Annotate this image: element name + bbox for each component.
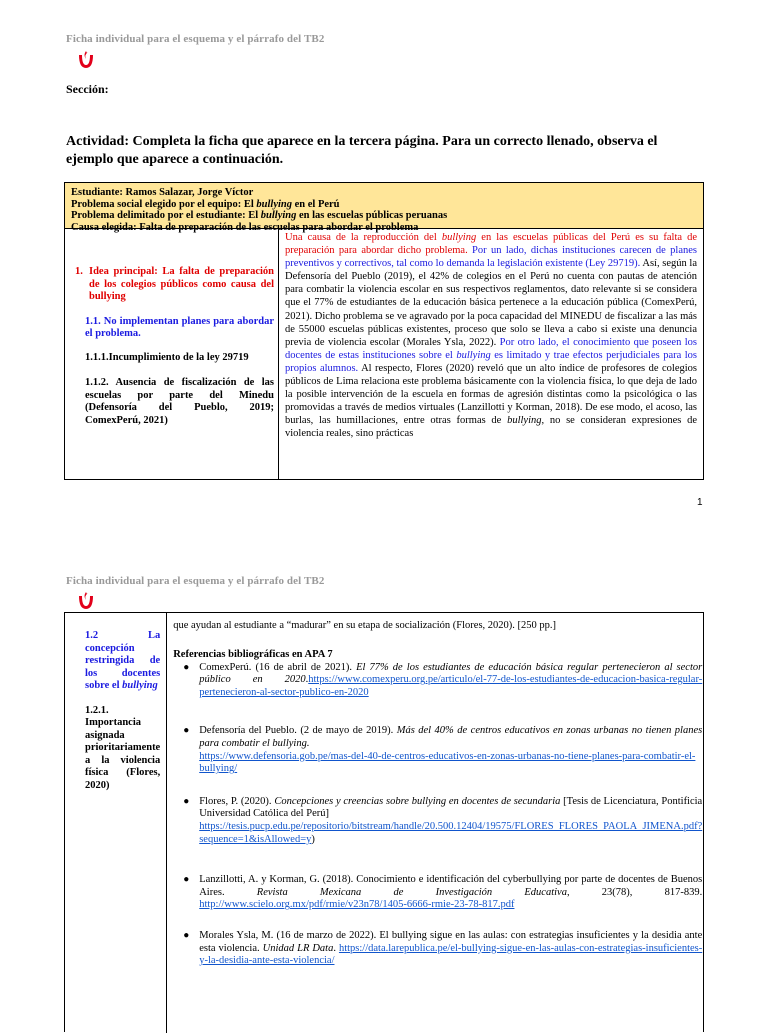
bullet-icon: ● — [183, 661, 190, 673]
reference-text: ) — [311, 833, 315, 845]
reference-link[interactable]: http://www.scielo.org.mx/pdf/rmie/v23n78/1405-6666-rmie-23-78-817.pdf — [199, 899, 515, 911]
references-heading: Referencias bibliográficas en APA 7 — [173, 649, 333, 661]
outline-1-1-1: 1.1.1.Incumplimiento de la ley 29719 — [85, 351, 249, 363]
page-number: 1 — [697, 497, 703, 508]
bullet-icon: ● — [183, 725, 190, 737]
reference-title: El 77% de los estudiantes de educación básica regular pertenecieron al sector público en 2020 — [199, 661, 703, 686]
paragraph-column: Una causa de la reproducción del bullying en las escuelas públicas del Perú es su falta de preparación para abordar dicho problema. Por un lado, dichas instituciones carecen de planes preventivos y correctivos, tal como lo demanda la legislación existente (Ley 29719). Así, según la Defensoría del Pueblo (2019), el 42% de colegios en el Perú no cuenta con pautas de atención para combatir la violencia escolar en sus respectivos reglamentos, dato relevante si se considera que el 77% de estudiantes de la educación básica pertenece a la educación pública (ComexPerú, 2021). Dicho problema se ve agravado por la poca capacidad del MINEDU de fiscalizar a las más de 55000 escuelas públicas existentes, proceso que solo se lleva a cabo si existe una denuncia previa de violencia escolar (Morales Ysla, 2022). Por otro lado, el conocimiento que poseen los docentes de estas instituciones sobre el bullying es limitado y trae efectos perjudiciales para los propios alumnos. Al respecto, Flores (2020) reveló que un alto índice de profesores de colegios públicos de Lima relaciona este problema básicamente con la violencia física, lo que deja de lado la posible intervención de la escuela en formas de agresión distintas como la psicológica o las promovidas a través de medios virtuales (Lanzillotti y Korman, 2018). De ese modo, el acoso, las burlas, las humillaciones, entre otras formas de bullying, no se consideran expresiones de violencia reales, sino prácticas — [285, 232, 697, 440]
problema-social: Problema social elegido por el equipo: El bullying en el Perú — [71, 198, 340, 210]
reference-item — [173, 662, 702, 700]
bullet-icon: ● — [183, 795, 190, 807]
reference-link[interactable]: https://data.larepublica.pe/el-bullying-sigue-en-las-aulas-con-estrategias-insuficientes-y-la-desidia-ante-esta-violencia/ — [199, 942, 703, 967]
idea-principal: 1. Idea principal: La falta de preparación de los colegios públicos como causa del bullying — [75, 266, 274, 302]
seccion-label: Sección: — [66, 82, 109, 96]
paragraph-continuation: que ayudan al estudiante a “madurar” en su etapa de socialización (Flores, 2020). [250 pp.] — [173, 620, 557, 631]
bullet-icon: ● — [183, 874, 190, 886]
reference-text: . — [333, 942, 339, 954]
ficha-table — [64, 182, 704, 480]
reference-text: Morales Ysla, M. (16 de marzo de 2022). El bullying sigue en las aulas: con estrategias insuficientes y la desidia ante esta violencia. — [199, 930, 703, 954]
page-2 — [0, 560, 768, 1024]
bullet-icon: ● — [183, 930, 190, 941]
actividad-instructions: Actividad: Completa la ficha que aparece en la tercera página. Para un correcto llenado, observa el ejemplo que aparece a continuación. — [66, 134, 658, 167]
reference-text: Defensoría del Pueblo. (2 de mayo de 2019). — [199, 725, 397, 737]
outline-1-1-2: 1.1.2. Ausencia de fiscalización de las escuelas por parte del Minedu (Defensoría del Pueblo, 2019; ComexPerú, 2021) — [85, 377, 274, 426]
reference-item — [173, 725, 702, 775]
outline-grid — [65, 229, 703, 480]
reference-text: Lanzillotti, A. y Korman, G. (2018). Conocimiento e identificación del cyberbullying por parte de docentes de Buenos Aires. — [199, 874, 703, 898]
header-title: Ficha individual para el esquema y el párrafo del TB2 — [66, 33, 325, 45]
references-section — [173, 649, 702, 968]
causa-elegida: Causa elegida: Falta de preparación de las escuelas para abordar el problema — [71, 221, 419, 233]
reference-title: Revista Mexicana de Investigación Educativa — [256, 886, 567, 898]
reference-title: Unidad LR Data — [262, 942, 334, 954]
outline-1-2: 1.2 La concepción restringida de los docentes sobre el bullying — [85, 630, 161, 691]
reference-text: [Tesis de Licenciatura, Pontificia Universidad Católica del Perú] — [199, 795, 703, 820]
problema-delimitado: Problema delimitado por el estudiante: El bullying en las escuelas públicas peruanas — [71, 210, 448, 221]
reference-text: , 23(78), 817-839. — [566, 886, 703, 898]
reference-item — [173, 796, 702, 846]
reference-link[interactable]: https://tesis.pucp.edu.pe/repositorio/bitstream/handle/20.500.12404/19575/FLORES_FLORES_PAOLA_JIMENA.pdf?sequence=1&isAllowed=y — [199, 821, 703, 845]
estudiante: Estudiante: Ramos Salazar, Jorge Víctor — [71, 187, 254, 198]
student-info — [65, 183, 703, 233]
paragraph-column-2 — [167, 613, 710, 1033]
reference-title: Más del 40% de centros educativos en zonas urbanas no tienen planes para combatir el bullying. — [199, 725, 703, 750]
outline-1-2-1: 1.2.1. Importancia asignada prioritariamente a la violencia física (Flores, 2020) — [85, 704, 161, 791]
outline-column — [65, 229, 279, 480]
header-title-2: Ficha individual para el esquema y el párrafo del TB2 — [66, 575, 325, 587]
reference-link[interactable]: https://www.defensoria.gob.pe/mas-del-40-de-centros-educativos-en-zonas-urbanas-no-tiene-planes-para-combatir-el-bullying/ — [199, 750, 696, 775]
outline-1-1: 1.1. No implementan planes para abordar el problema. — [85, 315, 274, 339]
reference-text: . — [305, 674, 309, 686]
reference-item — [173, 874, 702, 912]
reference-text: ComexPerú. (16 de abril de 2021). — [199, 661, 357, 673]
upc-logo-icon — [75, 49, 97, 71]
references-list — [173, 662, 702, 968]
ficha-table-continued — [64, 612, 704, 1032]
outline-column-2 — [65, 613, 167, 1033]
upc-logo-icon — [75, 590, 97, 612]
reference-link[interactable]: https://www.comexperu.org.pe/articulo/el-77-de-los-estudiantes-de-educacion-basica-regular-pertenecieron-al-sector-publico-en-2020 — [199, 674, 703, 698]
outline-grid-2 — [65, 613, 703, 1033]
reference-text: Flores, P. (2020). — [199, 795, 275, 807]
reference-title: Concepciones y creencias sobre bullying en docentes de secundaria — [274, 795, 561, 807]
reference-item — [173, 930, 702, 968]
